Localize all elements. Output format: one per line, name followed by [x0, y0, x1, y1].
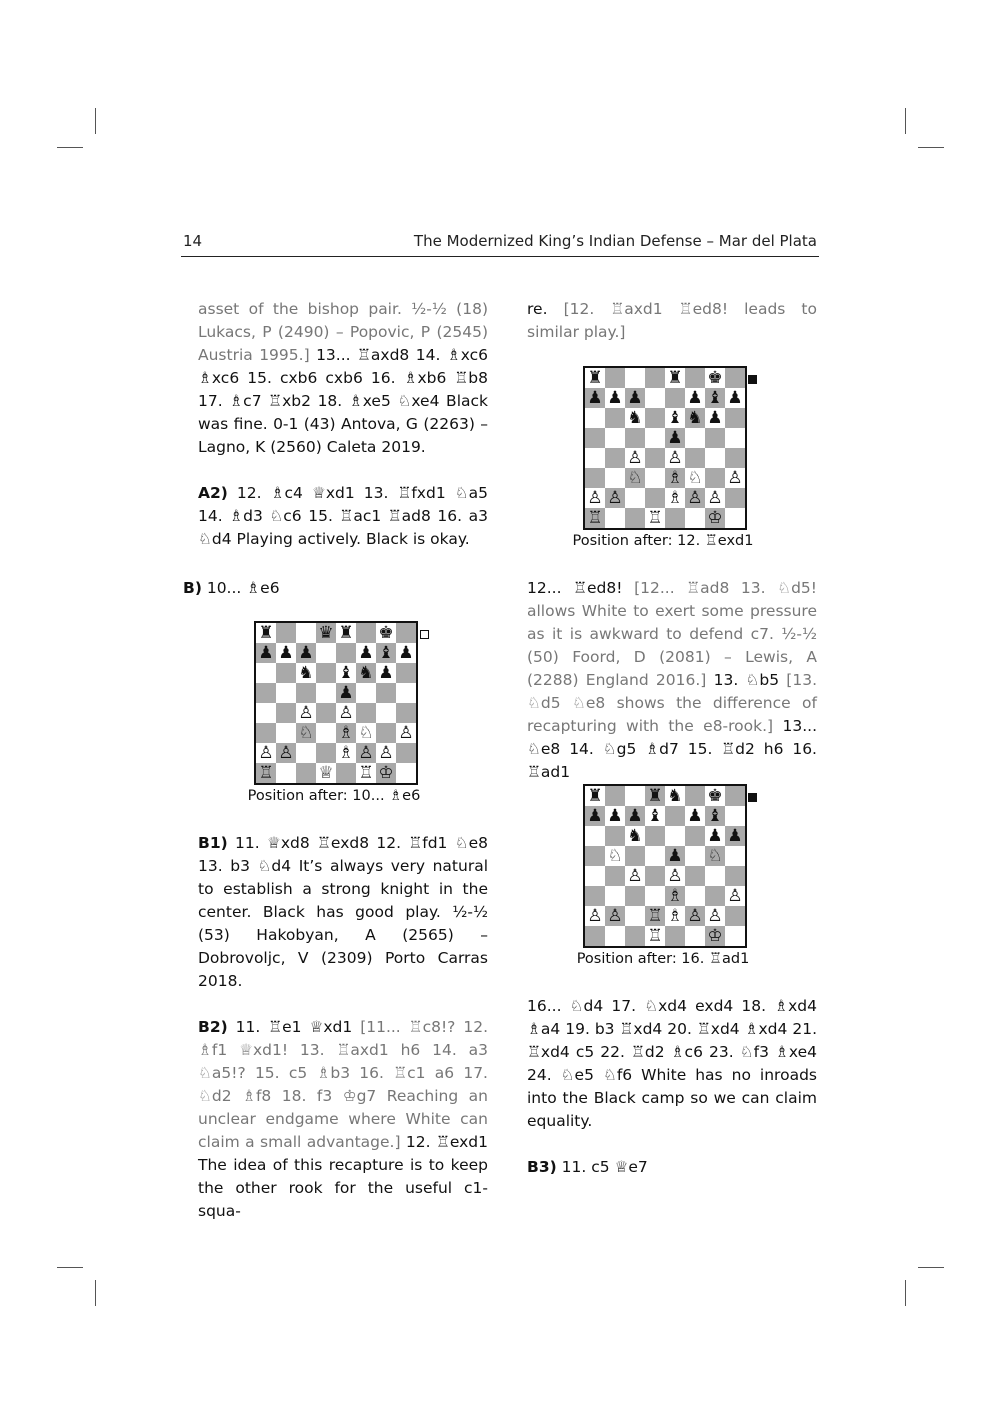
board-square [336, 763, 356, 783]
board-square [276, 683, 296, 703]
black-pawn-piece: ♟ [685, 806, 705, 826]
board-square [725, 806, 745, 826]
board-square [645, 388, 665, 408]
white-knight-piece: ♘ [705, 846, 725, 866]
paragraph-b1 [198, 832, 488, 993]
board-square [645, 866, 665, 886]
board-square [376, 703, 396, 723]
white-pawn-piece: ♙ [625, 448, 645, 468]
white-pawn-piece: ♙ [705, 906, 725, 926]
board-square [396, 623, 416, 643]
text-segment: 12... ♖ed8! [527, 579, 623, 597]
white-pawn-piece: ♙ [356, 743, 376, 763]
board-square [725, 866, 745, 886]
left-column-lower [198, 832, 488, 1223]
text-segment: 12. ♖exd1 The idea of this recapture is to keep the other rook for the useful c1-squa- [198, 1133, 488, 1220]
variation-label: B1) [198, 834, 228, 852]
board-square [725, 488, 745, 508]
board-square [256, 683, 276, 703]
board-square [645, 428, 665, 448]
board-square [705, 448, 725, 468]
board-square [625, 488, 645, 508]
board-square [625, 508, 645, 528]
paragraph-b2-cont [527, 298, 817, 344]
board-square [645, 488, 665, 508]
white-bishop-piece: ♗ [665, 468, 685, 488]
text-segment: 11. ♖e1 ♕xd1 [227, 1018, 361, 1036]
black-knight-piece: ♞ [625, 408, 645, 428]
white-queen-piece: ♕ [316, 763, 336, 783]
board-square [296, 683, 316, 703]
board-square [725, 926, 745, 946]
black-knight-piece: ♞ [685, 408, 705, 428]
black-pawn-piece: ♟ [725, 388, 745, 408]
board-square [605, 926, 625, 946]
black-bishop-piece: ♝ [336, 663, 356, 683]
variation-label: B3) [527, 1158, 557, 1176]
board-square [276, 623, 296, 643]
board-square [585, 886, 605, 906]
board-square [316, 703, 336, 723]
board-square [276, 763, 296, 783]
white-pawn-piece: ♙ [376, 743, 396, 763]
board-square [625, 906, 645, 926]
black-rook-piece: ♜ [645, 786, 665, 806]
crop-mark [905, 108, 906, 134]
crop-mark [57, 147, 83, 148]
board-square [396, 663, 416, 683]
left-column-top [198, 298, 488, 551]
board-square [725, 408, 745, 428]
board-square [256, 723, 276, 743]
white-bishop-piece: ♗ [665, 886, 685, 906]
variation-text: 12. ♗c4 ♕xd1 13. ♖fxd1 ♘a5 14. ♗d3 ♘c6 15. ♖ac1 ♖ad8 16. a3 ♘d4 Playing actively. Black is okay. [198, 484, 488, 548]
board-square [605, 866, 625, 886]
text-segment: 13... ♘e8 14. ♘g5 ♗d7 15. ♖d2 h6 16. ♖ad1 [527, 717, 818, 781]
text-segment: asset of the bishop pair. ½-½ (18) Lukacs, P (2490) – Popovic, P (2545) Austria 1995.] [198, 300, 488, 364]
chess-diagram-3 [583, 784, 747, 948]
white-pawn-piece: ♙ [605, 906, 625, 926]
board-square [396, 763, 416, 783]
board-square [665, 508, 685, 528]
black-pawn-piece: ♟ [276, 643, 296, 663]
white-bishop-piece: ♗ [665, 906, 685, 926]
board-square [705, 866, 725, 886]
board-square [685, 448, 705, 468]
variation-label: A2) [198, 484, 228, 502]
crop-mark [918, 1267, 944, 1268]
board-square [585, 846, 605, 866]
text-segment: [12... ♖ad8 13. ♘d5! allows White to exert some pressure as it is awkward to defend c7. ½-½ (50) Foord, D (2081) – Lewis, A (2288) England 2016.] [527, 579, 817, 689]
board-square [356, 683, 376, 703]
board-square [625, 926, 645, 946]
black-pawn-piece: ♟ [396, 643, 416, 663]
white-pawn-piece: ♙ [585, 488, 605, 508]
black-pawn-piece: ♟ [296, 643, 316, 663]
board-square [625, 428, 645, 448]
board-square [585, 428, 605, 448]
black-pawn-piece: ♟ [605, 806, 625, 826]
white-pawn-piece: ♙ [605, 488, 625, 508]
white-king-piece: ♔ [705, 926, 725, 946]
diagram-caption-2: Position after: 12. ♖exd1 [572, 533, 754, 549]
white-pawn-piece: ♙ [665, 448, 685, 468]
board-square [705, 886, 725, 906]
turn-indicator [420, 630, 429, 639]
page-number: 14 [183, 232, 203, 250]
black-bishop-piece: ♝ [645, 806, 665, 826]
white-knight-piece: ♘ [296, 723, 316, 743]
turn-indicator [748, 793, 757, 802]
paragraph-b2-main [527, 577, 817, 784]
crop-mark [95, 108, 96, 134]
chess-diagram-1 [254, 621, 418, 785]
white-pawn-piece: ♙ [725, 886, 745, 906]
paragraph-b2 [198, 1016, 488, 1223]
white-pawn-piece: ♙ [396, 723, 416, 743]
black-rook-piece: ♜ [585, 368, 605, 388]
board-square [645, 368, 665, 388]
board-square [605, 886, 625, 906]
white-pawn-piece: ♙ [705, 488, 725, 508]
paragraph-b3 [527, 1156, 817, 1179]
board-square [685, 826, 705, 846]
board-square [665, 826, 685, 846]
diagram-caption-1: Position after: 10... ♗e6 [247, 788, 421, 804]
board-square [585, 866, 605, 886]
text-segment: [13. ♘d5 ♘e8 shows the difference of recapturing with the e8-rook.] [527, 671, 817, 735]
board-square [665, 388, 685, 408]
white-bishop-piece: ♗ [665, 488, 685, 508]
board-square [705, 428, 725, 448]
black-bishop-piece: ♝ [665, 408, 685, 428]
black-knight-piece: ♞ [296, 663, 316, 683]
board-square [665, 926, 685, 946]
board-square [585, 408, 605, 428]
board-square [665, 806, 685, 826]
black-pawn-piece: ♟ [625, 806, 645, 826]
board-square [625, 368, 645, 388]
board-square [725, 846, 745, 866]
crop-mark [918, 147, 944, 148]
board-square [276, 723, 296, 743]
black-king-piece: ♚ [705, 368, 725, 388]
black-king-piece: ♚ [705, 786, 725, 806]
variation-text: 11. c5 ♕e7 [556, 1158, 648, 1176]
black-king-piece: ♚ [376, 623, 396, 643]
board-square [585, 926, 605, 946]
white-pawn-piece: ♙ [685, 488, 705, 508]
black-rook-piece: ♜ [336, 623, 356, 643]
board-square [296, 743, 316, 763]
board-square [316, 723, 336, 743]
black-pawn-piece: ♟ [585, 388, 605, 408]
board-square [685, 428, 705, 448]
board-square [296, 763, 316, 783]
white-bishop-piece: ♗ [336, 723, 356, 743]
white-rook-piece: ♖ [256, 763, 276, 783]
white-pawn-piece: ♙ [625, 866, 645, 886]
board-square [605, 368, 625, 388]
white-knight-piece: ♘ [625, 468, 645, 488]
text-segment: [11... ♖c8!? 12. ♗f1 ♕xd1! 13. ♖axd1 h6 14. a3 ♘a5!? 15. c5 ♗b3 16. ♖c1 a6 17. ♘d2 ♗f8 18. f3 ♔g7 Reaching an unclear endgame where White can claim a small advantage.] [198, 1018, 488, 1151]
running-header [181, 230, 819, 257]
section-move: 10... ♗e6 [201, 579, 280, 597]
text-segment: re. [527, 300, 548, 318]
white-knight-piece: ♘ [685, 468, 705, 488]
section-b-heading [183, 577, 473, 600]
board-square [685, 846, 705, 866]
black-pawn-piece: ♟ [665, 846, 685, 866]
board-square [645, 826, 665, 846]
variation-label: B2) [198, 1018, 228, 1036]
board-square [276, 703, 296, 723]
white-pawn-piece: ♙ [585, 906, 605, 926]
board-square [396, 703, 416, 723]
white-rook-piece: ♖ [645, 508, 665, 528]
black-rook-piece: ♜ [256, 623, 276, 643]
variation-text: 11. ♕xd8 ♖exd8 12. ♖fd1 ♘e8 13. b3 ♘d4 It’s always very natural to establish a strong knight in the center. Black has good play. ½-½ (53) Hakobyan, A (2565) – Dobrovoljc, V (2309) Porto Carras 2018. [198, 834, 488, 990]
board-square [725, 368, 745, 388]
book-title: The Modernized King’s Indian Defense – Mar del Plata [413, 232, 817, 250]
black-pawn-piece: ♟ [705, 408, 725, 428]
board-square [276, 663, 296, 683]
board-square [725, 786, 745, 806]
crop-mark [95, 1280, 96, 1306]
paragraph-a1-end [198, 298, 488, 459]
white-king-piece: ♔ [705, 508, 725, 528]
board-square [605, 508, 625, 528]
board-square [625, 846, 645, 866]
board-square [625, 886, 645, 906]
text-segment: 13... ♖axd8 14. ♗xc6 ♗xc6 15. cxb6 cxb6 16. ♗xb6 ♖b8 17. ♗c7 ♖xb2 18. ♗xe5 ♘xe4 Black was fine. 0-1 (43) Antova, G (2263) – Lagno, K (2560) Caleta 2019. [198, 346, 488, 456]
black-pawn-piece: ♟ [665, 428, 685, 448]
board-square [685, 368, 705, 388]
chess-diagram-2 [583, 366, 747, 530]
right-column-middle [527, 577, 817, 784]
white-rook-piece: ♖ [356, 763, 376, 783]
section-label: B) [183, 579, 202, 597]
board-square [645, 448, 665, 468]
board-square [316, 743, 336, 763]
board-square [585, 468, 605, 488]
white-rook-piece: ♖ [645, 926, 665, 946]
white-pawn-piece: ♙ [276, 743, 296, 763]
paragraph-b2-end: 16... ♘d4 17. ♘xd4 exd4 18. ♗xd4 ♗a4 19. b3 ♖xd4 20. ♖xd4 ♗xd4 21. ♖xd4 c5 22. ♖d2 ♗c6 23. ♘f3 ♗xe4 24. ♘e5 ♘f6 White has no inroads into the Black camp so we can claim equality. [527, 997, 817, 1130]
black-pawn-piece: ♟ [356, 643, 376, 663]
board-square [605, 428, 625, 448]
board-square [605, 408, 625, 428]
black-queen-piece: ♛ [316, 623, 336, 643]
board-square [396, 743, 416, 763]
right-column-lower [527, 995, 817, 1179]
board-square [705, 468, 725, 488]
board-square [725, 448, 745, 468]
diagram-caption-3: Position after: 16. ♖ad1 [576, 951, 750, 967]
board-square [685, 886, 705, 906]
turn-indicator [748, 375, 757, 384]
crop-mark [905, 1280, 906, 1306]
board-square [376, 683, 396, 703]
board-square [585, 826, 605, 846]
black-bishop-piece: ♝ [705, 388, 725, 408]
white-pawn-piece: ♙ [665, 866, 685, 886]
white-rook-piece: ♖ [645, 906, 665, 926]
right-column-top [527, 298, 817, 344]
board-square [316, 643, 336, 663]
black-pawn-piece: ♟ [605, 388, 625, 408]
white-pawn-piece: ♙ [256, 743, 276, 763]
black-pawn-piece: ♟ [725, 826, 745, 846]
text-segment: [12. ♖axd1 ♖ed8! leads to similar play.] [527, 300, 817, 341]
board-square [625, 786, 645, 806]
paragraph-a2 [198, 482, 488, 551]
board-square [605, 468, 625, 488]
white-knight-piece: ♘ [356, 723, 376, 743]
board-square [685, 866, 705, 886]
board-square [356, 623, 376, 643]
black-pawn-piece: ♟ [256, 643, 276, 663]
white-knight-piece: ♘ [605, 846, 625, 866]
black-knight-piece: ♞ [356, 663, 376, 683]
board-square [645, 408, 665, 428]
white-pawn-piece: ♙ [725, 468, 745, 488]
white-bishop-piece: ♗ [336, 743, 356, 763]
white-king-piece: ♔ [376, 763, 396, 783]
black-pawn-piece: ♟ [376, 663, 396, 683]
black-pawn-piece: ♟ [705, 826, 725, 846]
white-pawn-piece: ♙ [336, 703, 356, 723]
board-square [376, 723, 396, 743]
black-pawn-piece: ♟ [585, 806, 605, 826]
white-rook-piece: ♖ [585, 508, 605, 528]
board-square [605, 448, 625, 468]
board-square [725, 508, 745, 528]
white-pawn-piece: ♙ [685, 906, 705, 926]
black-pawn-piece: ♟ [625, 388, 645, 408]
board-square [725, 428, 745, 448]
black-pawn-piece: ♟ [336, 683, 356, 703]
black-pawn-piece: ♟ [685, 388, 705, 408]
board-square [256, 663, 276, 683]
board-square [685, 786, 705, 806]
board-square [316, 683, 336, 703]
board-square [645, 886, 665, 906]
black-rook-piece: ♜ [585, 786, 605, 806]
board-square [316, 663, 336, 683]
board-square [296, 623, 316, 643]
board-square [336, 643, 356, 663]
board-square [645, 846, 665, 866]
board-square [396, 683, 416, 703]
black-rook-piece: ♜ [665, 368, 685, 388]
black-knight-piece: ♞ [625, 826, 645, 846]
board-square [585, 448, 605, 468]
text-segment: 13. ♘b5 [706, 671, 787, 689]
board-square [356, 703, 376, 723]
board-square [256, 703, 276, 723]
board-square [725, 906, 745, 926]
board-square [685, 508, 705, 528]
crop-mark [57, 1267, 83, 1268]
black-bishop-piece: ♝ [376, 643, 396, 663]
black-knight-piece: ♞ [665, 786, 685, 806]
board-square [605, 826, 625, 846]
board-square [605, 786, 625, 806]
white-pawn-piece: ♙ [296, 703, 316, 723]
board-square [645, 468, 665, 488]
black-bishop-piece: ♝ [705, 806, 725, 826]
board-square [685, 926, 705, 946]
